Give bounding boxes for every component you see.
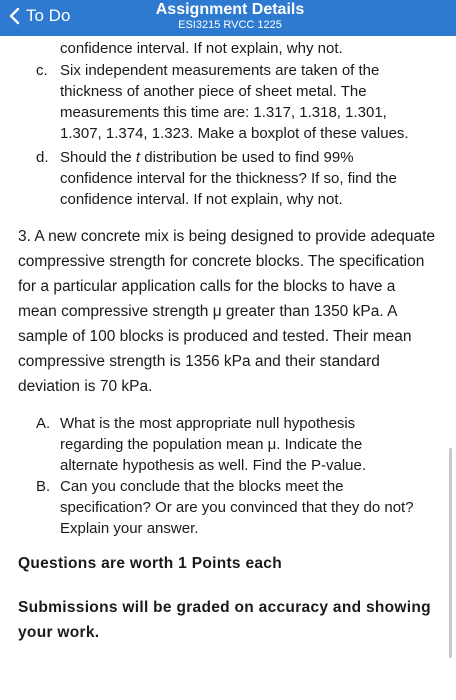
- top-bar: [0, 0, 456, 36]
- continued-text: confidence interval. If not explain, why not.: [60, 40, 343, 57]
- grading-note: Submissions will be graded on accuracy and showing your work.: [18, 599, 431, 641]
- scrollbar[interactable]: [449, 448, 452, 658]
- part-marker: A.: [36, 415, 51, 432]
- points-note: Questions are worth 1 Points each: [18, 555, 282, 572]
- list-item: [0, 60, 420, 144]
- item-marker: c.: [36, 62, 48, 79]
- course-subtitle: ESI3215 RVCC 1225: [178, 19, 282, 31]
- list-item: [0, 147, 420, 210]
- question-3-text: 3. A new concrete mix is being designed to provide adequate compressive strength for concrete blocks. The specification for a particular application calls for the blocks to have a mean compressive strength μ greater than 1350 kPa. A sample of 100 blocks is produced and tested. Their mean compressive strength is 1356 kPa and their standard deviation is 70 kPa.: [18, 228, 436, 395]
- item-marker: d.: [36, 149, 49, 166]
- item-text-end: distribution be used to find 99% confidence interval for the thickness? If so, find the confidence interval. If not explain, why not.: [60, 149, 397, 208]
- list-item: [0, 413, 416, 476]
- scrollbar-thumb[interactable]: [449, 448, 452, 658]
- sub-question-list: [0, 60, 456, 210]
- part-text: What is the most appropriate null hypothesis regarding the population mean μ. Indicate the alternate hypothesis as well. Find the P-value.: [60, 415, 366, 474]
- part-text: Can you conclude that the blocks meet the specification? Or are you convinced that they do not? Explain your answer.: [60, 478, 414, 537]
- part-marker: B.: [36, 478, 51, 495]
- back-button[interactable]: [8, 6, 70, 26]
- item-text-start: Should the: [60, 149, 136, 166]
- item-text: Six independent measurements are taken of the thickness of another piece of sheet metal. The measurements this time are: 1.317, 1.318, 1.301, 1.307, 1.374, 1.323. Make a boxplot of these values.: [60, 62, 409, 142]
- question-3-parts: [0, 413, 456, 539]
- list-item: [0, 476, 416, 539]
- item-text-italic: t: [135, 149, 141, 166]
- title-block: [140, 0, 320, 32]
- chevron-left-icon: [8, 7, 20, 25]
- page-title: Assignment Details: [155, 1, 305, 18]
- back-label: To Do: [26, 6, 71, 25]
- assignment-content: [0, 36, 456, 645]
